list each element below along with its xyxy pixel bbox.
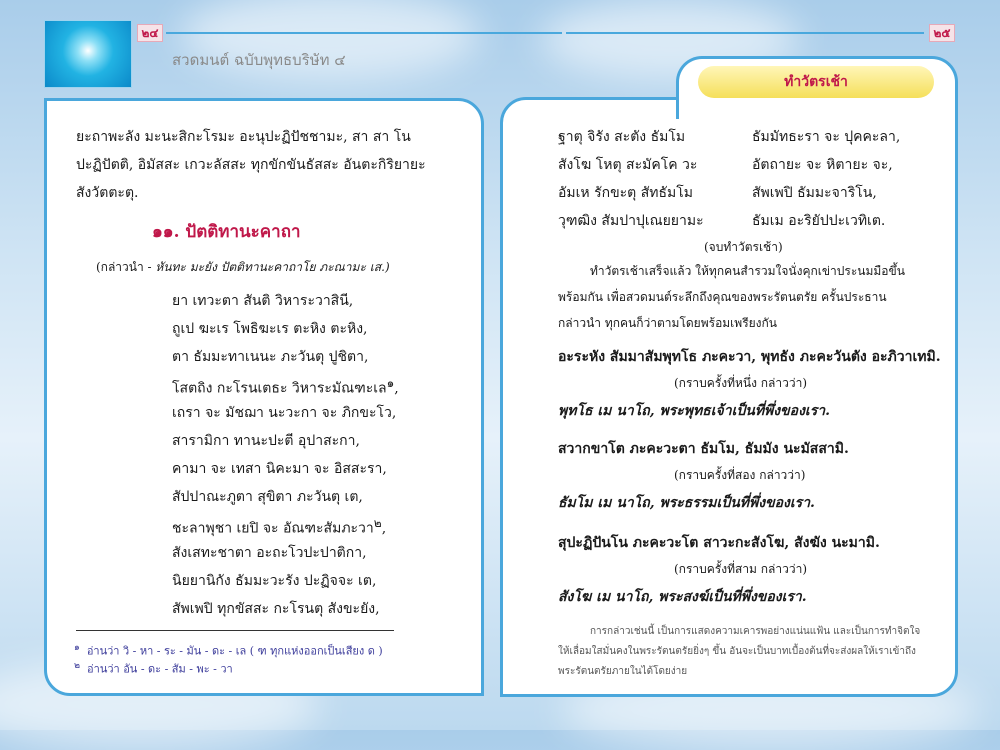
footnote: $^๒$ อ่านว่า อัน - ดะ - สัม - พะ - วา [74,660,233,676]
verse-line: สัปปาณะภูตา สุขิตา ภะวันตุ เต, [172,489,363,505]
verse-col2-line: ธัมเม อะริยัปปะเวทิเต. [752,213,886,229]
intro-line: ปะฏิปัตติ, อิมัสสะ เกวะลัสสะ ทุกขักขันธัสสะ อันตะกิริยายะ [76,157,426,173]
section-title: ทำวัตรเช้า [698,66,934,98]
verse-line: นิยยานิกัง ธัมมะวะรัง ปะฏิจจะ เต, [172,573,377,589]
verse-line: สารามิกา ทานะปะตี อุปาสะกา, [172,433,360,449]
verse-col1-line: สังโฆ โหตุ สะมัคโค วะ [558,157,698,173]
lead-line: (กล่าวนำ - หันทะ มะยัง ปัตติทานะคาถาโย ภะณามะ เส.) [96,260,390,274]
instruction-line: พร้อมกัน เพื่อสวดมนต์ระลึกถึงคุณของพระรัตนตรัย ครั้นประธาน [558,290,887,304]
refuge-line: สังโฆ เม นาโถ, พระสงฆ์เป็นที่พึ่งของเรา. [558,589,807,605]
closing-line: การกล่าวเช่นนี้ เป็นการแสดงความเคารพอย่างแน่นแฟ้น และเป็นการทำจิตใจ [590,626,921,637]
book-title: สวดมนต์ ฉบับพุทธบริษัท ๔ [172,51,346,69]
verse-line: สัพเพปิ ทุกขัสสะ กะโรนตุ สังขะยัง, [172,601,380,617]
footnote: $^๑$ อ่านว่า วิ - หา - ระ - มัน - ดะ - เล ( ฑ ทุกแห่งออกเป็นเสียง ด ) [74,642,383,658]
refuge-line: ธัมโม เม นาโถ, พระธรรมเป็นที่พึ่งของเรา. [558,495,815,511]
header-rule-left [166,32,562,34]
verse-line: สังเสทะชาตา อะถะโวปะปาติกา, [172,545,367,561]
chant-line: สวากขาโต ภะคะวะตา ธัมโม, ธัมมัง นะมัสสามิ. [558,441,849,457]
verse-col1-line: วุฑฒิง สัมปาปุเณยยามะ [558,213,704,229]
verse-line: ชะลาพุชา เยปิ จะ อัณฑะสัมภะวา$^๒$, [172,516,387,537]
verse-line: โสตถิง กะโรนเตธะ วิหาระมัณฑะเล$^๑$, [172,376,399,397]
verse-line: ถูเป ฆะเร โพธิฆะเร ตะหิง ตะหิง, [172,321,368,337]
footnote-ref: ๒ [373,516,382,530]
section-heading: ๑๑. ปัตติทานะคาถา [152,222,301,242]
verse-line: ยา เทวะตา สันติ วิหาระวาสินี, [172,293,354,309]
instruction-line: กล่าวนำ ทุกคนก็ว่าตามโดยพร้อมเพรียงกัน [558,316,777,330]
bow-note: (กราบครั้งที่สาม กล่าวว่า) [674,562,808,576]
verse-col1-line: ฐาตุ จิรัง สะตัง ธัมโม [558,129,686,145]
verse-col2-line: สัพเพปิ ธัมมะจาริโน, [752,185,877,201]
bow-note: (กราบครั้งที่สอง กล่าวว่า) [674,468,806,482]
verse-col2-line: อัตถายะ จะ หิตายะ จะ, [752,157,893,173]
instruction-line: ทำวัตรเช้าเสร็จแล้ว ให้ทุกคนสำรวมใจนั่งคุกเข่าประนมมือขึ้น [590,264,905,278]
refuge-line: พุทโธ เม นาโถ, พระพุทธเจ้าเป็นที่พึ่งของเรา. [558,403,830,419]
end-note: (จบทำวัตรเช้า) [704,240,783,254]
intro-line: ยะถาพะลัง มะนะสิกะโรมะ อะนุปะฏิปัชชามะ, สา สา โน [76,129,411,145]
page-number-right: ๒๕ [929,24,955,42]
chant-line: อะระหัง สัมมาสัมพุทโธ ภะคะวา, พุทธัง ภะคะวันตัง อะภิวาเทมิ. [558,349,941,365]
bow-note: (กราบครั้งที่หนึ่ง กล่าวว่า) [674,376,808,390]
verse-line: คามา จะ เทสา นิคะมา จะ อิสสะรา, [172,461,387,477]
header-rule-right [566,32,924,34]
decorative-logo-square [44,20,132,88]
footnote-ref: ๑ [386,376,395,390]
closing-line: พระรัตนตรัยภายในได้โดยง่าย [558,666,688,677]
intro-line: สังวัตตะตุ. [76,185,139,201]
verse-line: ตา ธัมมะทาเนนะ ภะวันตุ ปูชิตา, [172,349,369,365]
verse-col2-line: ธัมมัทธะรา จะ ปุคคะลา, [752,129,901,145]
verse-col1-line: อัมเห รักขะตุ สัทธัมโม [558,185,694,201]
page-number-left: ๒๔ [137,24,163,42]
chant-line: สุปะฏิปันโน ภะคะวะโต สาวะกะสังโฆ, สังฆัง นะมามิ. [558,535,880,551]
closing-line: ให้เลื่อมใสมั่นคงในพระรัตนตรัยยิ่งๆ ขึ้น อันจะเป็นบาทเบื้องต้นที่จะส่งผลให้เราเข้าถึง [558,646,916,657]
verse-line: เถรา จะ มัชฌา นะวะกา จะ ภิกขะโว, [172,405,397,421]
footnote-divider [76,630,394,631]
